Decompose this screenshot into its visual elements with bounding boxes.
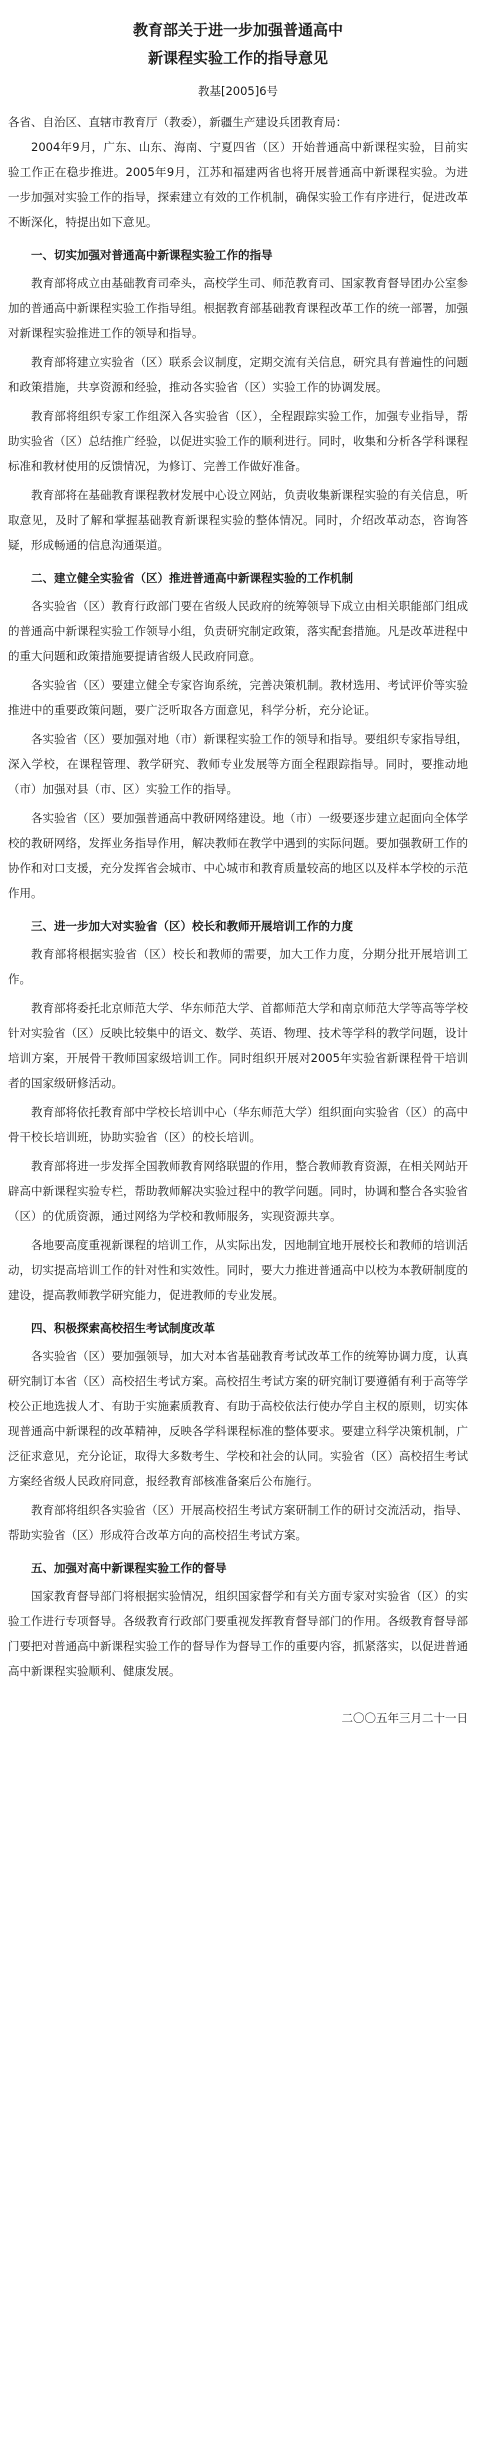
body-paragraph: 各实验省（区）要建立健全专家咨询系统，完善决策机制。教材选用、考试评价等实验推进中的重要政策问题，要广泛听取各方面意见，科学分析，充分论证。: [8, 678, 468, 717]
body-paragraph: 教育部将根据实验省（区）校长和教师的需要，加大工作力度，分期分批开展培训工作。: [8, 947, 468, 986]
body-paragraph: 教育部将组织各实验省（区）开展高校招生考试方案研制工作的研讨交流活动，指导、帮助实验省（区）形成符合改革方向的高校招生考试方案。: [8, 1503, 468, 1542]
document-title-line-1: 教育部关于进一步加强普通高中: [132, 21, 343, 39]
body-paragraph: 各实验省（区）教育行政部门要在省级人民政府的统筹领导下成立由相关职能部门组成的普通高中新课程实验工作领导小组，负责研究制定政策，落实配套措施。凡是改革进程中的重大问题和政策措施要提请省级人民政府同意。: [8, 599, 468, 663]
section-heading: 二、建立健全实验省（区）推进普通高中新课程实验的工作机制: [31, 571, 353, 585]
intro-paragraph: 2004年9月，广东、山东、海南、宁夏四省（区）开始普通高中新课程实验，目前实验工作正在稳步推进。2005年9月，江苏和福建两省也将开展普通高中新课程实验。为进一步加强对实验工作的指导，探索建立有效的工作机制，确保实验工作有序进行，促进改革不断深化，特提出如下意见。: [8, 140, 468, 229]
body-paragraph: 教育部将在基础教育课程教材发展中心设立网站，负责收集新课程实验的有关信息，听取意见，及时了解和掌握基础教育新课程实验的整体情况。同时，介绍改革动态，咨询答疑，形成畅通的信息沟通渠道。: [8, 488, 468, 552]
body-paragraph: 教育部将建立实验省（区）联系会议制度，定期交流有关信息，研究具有普遍性的问题和政策措施，共享资源和经验，推动各实验省（区）实验工作的协调发展。: [8, 355, 468, 394]
section-heading: 四、积极探索高校招生考试制度改革: [31, 1321, 215, 1335]
body-paragraph: 各实验省（区）要加强普通高中教研网络建设。地（市）一级要逐步建立起面向全体学校的教研网络，发挥业务指导作用，解决教师在教学中遇到的实际问题。要加强教研工作的协作和对口支援，充分发挥省会城市、中心城市和教育质量较高的地区以及样本学校的示范作用。: [8, 811, 468, 900]
section-heading: 一、切实加强对普通高中新课程实验工作的指导: [31, 248, 273, 262]
body-paragraph: 教育部将组织专家工作组深入各实验省（区），全程跟踪实验工作，加强专业指导，帮助实验省（区）总结推广经验，以促进实验工作的顺利进行。同时，收集和分析各学科课程标准和教材使用的反馈情况，为修订、完善工作做好准备。: [8, 409, 468, 473]
document-date: 二〇〇五年三月二十一日: [341, 1711, 468, 1725]
body-paragraph: 教育部将进一步发挥全国教师教育网络联盟的作用，整合教师教育资源，在相关网站开辟高中新课程实验专栏，帮助教师解决实验过程中的教学问题。同时，协调和整合各实验省（区）的优质资源，通过网络为学校和教师服务，实现资源共享。: [8, 1159, 468, 1223]
section-4: [8, 1316, 468, 1548]
body-paragraph: 各实验省（区）要加强对地（市）新课程实验工作的领导和指导。要组织专家指导组，深入学校，在课程管理、教学研究、教师专业发展等方面全程跟踪指导。同时，要推动地（市）加强对县（市、区）实验工作的指导。: [8, 732, 468, 796]
section-1: [8, 243, 468, 558]
salutation: 各省、自治区、直辖市教育厅（教委），新疆生产建设兵团教育局：: [8, 115, 348, 129]
body-paragraph: 各地要高度重视新课程的培训工作，从实际出发，因地制宜地开展校长和教师的培训活动，切实提高培训工作的针对性和实效性。同时，要大力推进普通高中以校为本教研制度的建设，提高教师教学研究能力，促进教师的专业发展。: [8, 1238, 468, 1302]
section-heading: 五、加强对高中新课程实验工作的督导: [31, 1561, 227, 1575]
section-2: [8, 566, 468, 906]
body-paragraph: 国家教育督导部门将根据实验情况，组织国家督学和有关方面专家对实验省（区）的实验工作进行专项督导。各级教育行政部门要重视发挥教育督导部门的作用。各级教育督导部门要把对普通高中新课程实验工作的督导作为督导工作的重要内容，抓紧落实，以促进普通高中新课程实验顺利、健康发展。: [8, 1589, 468, 1678]
body-paragraph: 各实验省（区）要加强领导，加大对本省基础教育考试改革工作的统筹协调力度，认真研究制订本省（区）高校招生考试方案。高校招生考试方案的研究制订要遵循有利于高等学校公正地选拔人才、有助于实施素质教育、有助于高校依法行使办学自主权的原则，切实体现普通高中新课程的改革精神，反映各学科课程标准的整体要求。要建立科学决策机制，广泛征求意见，充分论证，取得大多数考生、学校和社会的认同。实验省（区）高校招生考试方案经省级人民政府同意，报经教育部核准备案后公布施行。: [8, 1349, 468, 1488]
section-heading: 三、进一步加大对实验省（区）校长和教师开展培训工作的力度: [31, 919, 353, 933]
document-number: 教基[2005]6号: [197, 84, 279, 98]
section-3: [8, 914, 468, 1308]
body-paragraph: 教育部将成立由基础教育司牵头，高校学生司、师范教育司、国家教育督导团办公室参加的普通高中新课程实验工作指导组。根据教育部基础教育课程改革工作的统一部署，加强对新课程实验推进工作的领导和指导。: [8, 276, 468, 340]
section-5: [8, 1556, 468, 1684]
document-title-line-2: 新课程实验工作的指导意见: [147, 49, 328, 67]
body-paragraph: 教育部将依托教育部中学校长培训中心（华东师范大学）组织面向实验省（区）的高中骨干校长培训班，协助实验省（区）的校长培训。: [8, 1105, 468, 1144]
body-paragraph: 教育部将委托北京师范大学、华东师范大学、首都师范大学和南京师范大学等高等学校针对实验省（区）反映比较集中的语文、数学、英语、物理、技术等学科的教学问题，设计培训方案，开展骨干教师国家级培训工作。同时组织开展对2005年实验省新课程骨干培训者的国家级研修活动。: [8, 1001, 468, 1090]
